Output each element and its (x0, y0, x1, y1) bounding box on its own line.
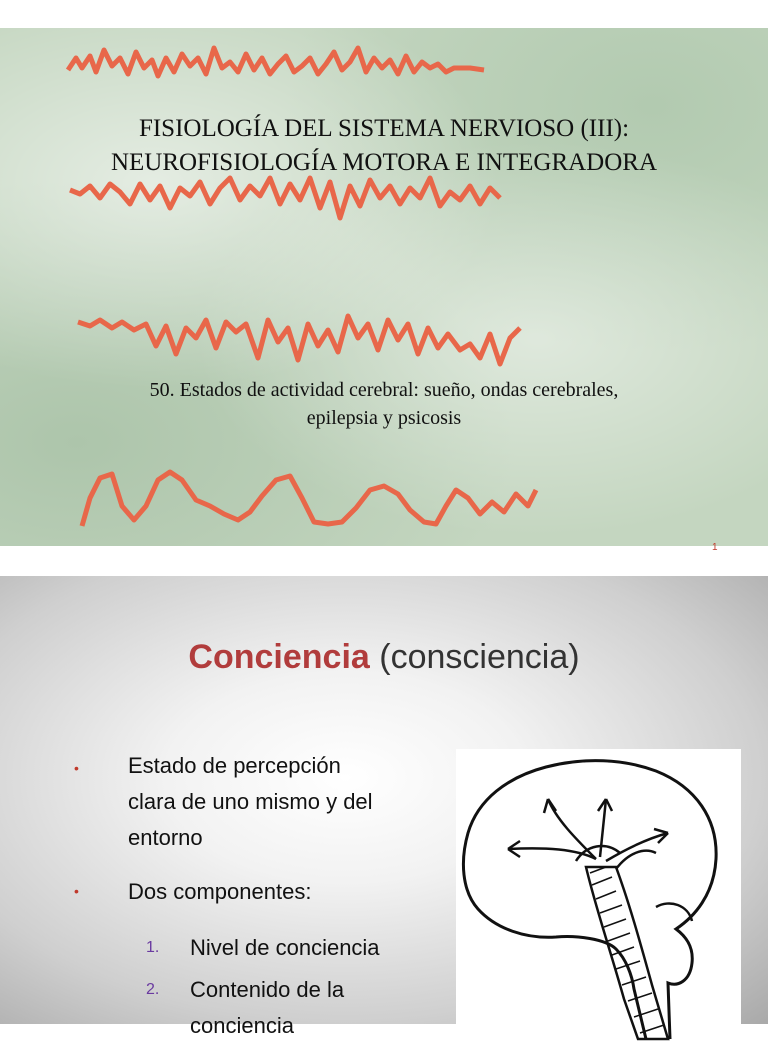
heading-rest: (consciencia) (379, 638, 580, 676)
title-line-1: FISIOLOGÍA DEL SISTEMA NERVIOSO (III): (138, 115, 630, 142)
bullet-1-line-1: Estado de percepción (128, 753, 341, 778)
list-item-1: Nivel de conciencia (190, 935, 380, 960)
cerebellum (656, 903, 692, 921)
list-number-1: 1. (146, 939, 160, 956)
arrow-icons (508, 799, 668, 869)
heading-bold: Conciencia (188, 638, 370, 676)
list-item-2: Contenido de la (190, 977, 345, 1002)
bullet-dot: • (74, 883, 79, 899)
bullet-dot: • (74, 760, 79, 776)
eeg-waves-illustration (0, 28, 768, 546)
title-line-2: NEUROFISIOLOGÍA MOTORA E INTEGRADORA (110, 149, 658, 176)
eeg-wave-3 (78, 316, 520, 364)
subtitle-line-1: 50. Estados de actividad cerebral: sueño, ondas cerebrales, (149, 379, 619, 401)
title-slide (0, 28, 768, 546)
list-number-2: 2. (146, 981, 160, 998)
brain-outline (463, 761, 716, 1039)
bullet-2-line-1: Dos componentes: (128, 879, 312, 904)
bullet-1-line-2: clara de uno mismo y del (128, 789, 373, 814)
bullet-1-line-3: entorno (128, 825, 203, 850)
eeg-wave-2 (70, 178, 500, 218)
slide-heading (0, 638, 768, 677)
subtitle-line-2: epilepsia y psicosis (306, 407, 462, 429)
page-number: 1 (712, 542, 718, 553)
brain-sketch (456, 749, 741, 1039)
list-item-2-continued: conciencia (190, 1013, 294, 1038)
eeg-wave-1 (68, 48, 484, 76)
brainstem (586, 867, 668, 1039)
eeg-wave-4 (82, 472, 536, 526)
content-slide (0, 576, 768, 1038)
brain-diagram-image (456, 749, 741, 1039)
